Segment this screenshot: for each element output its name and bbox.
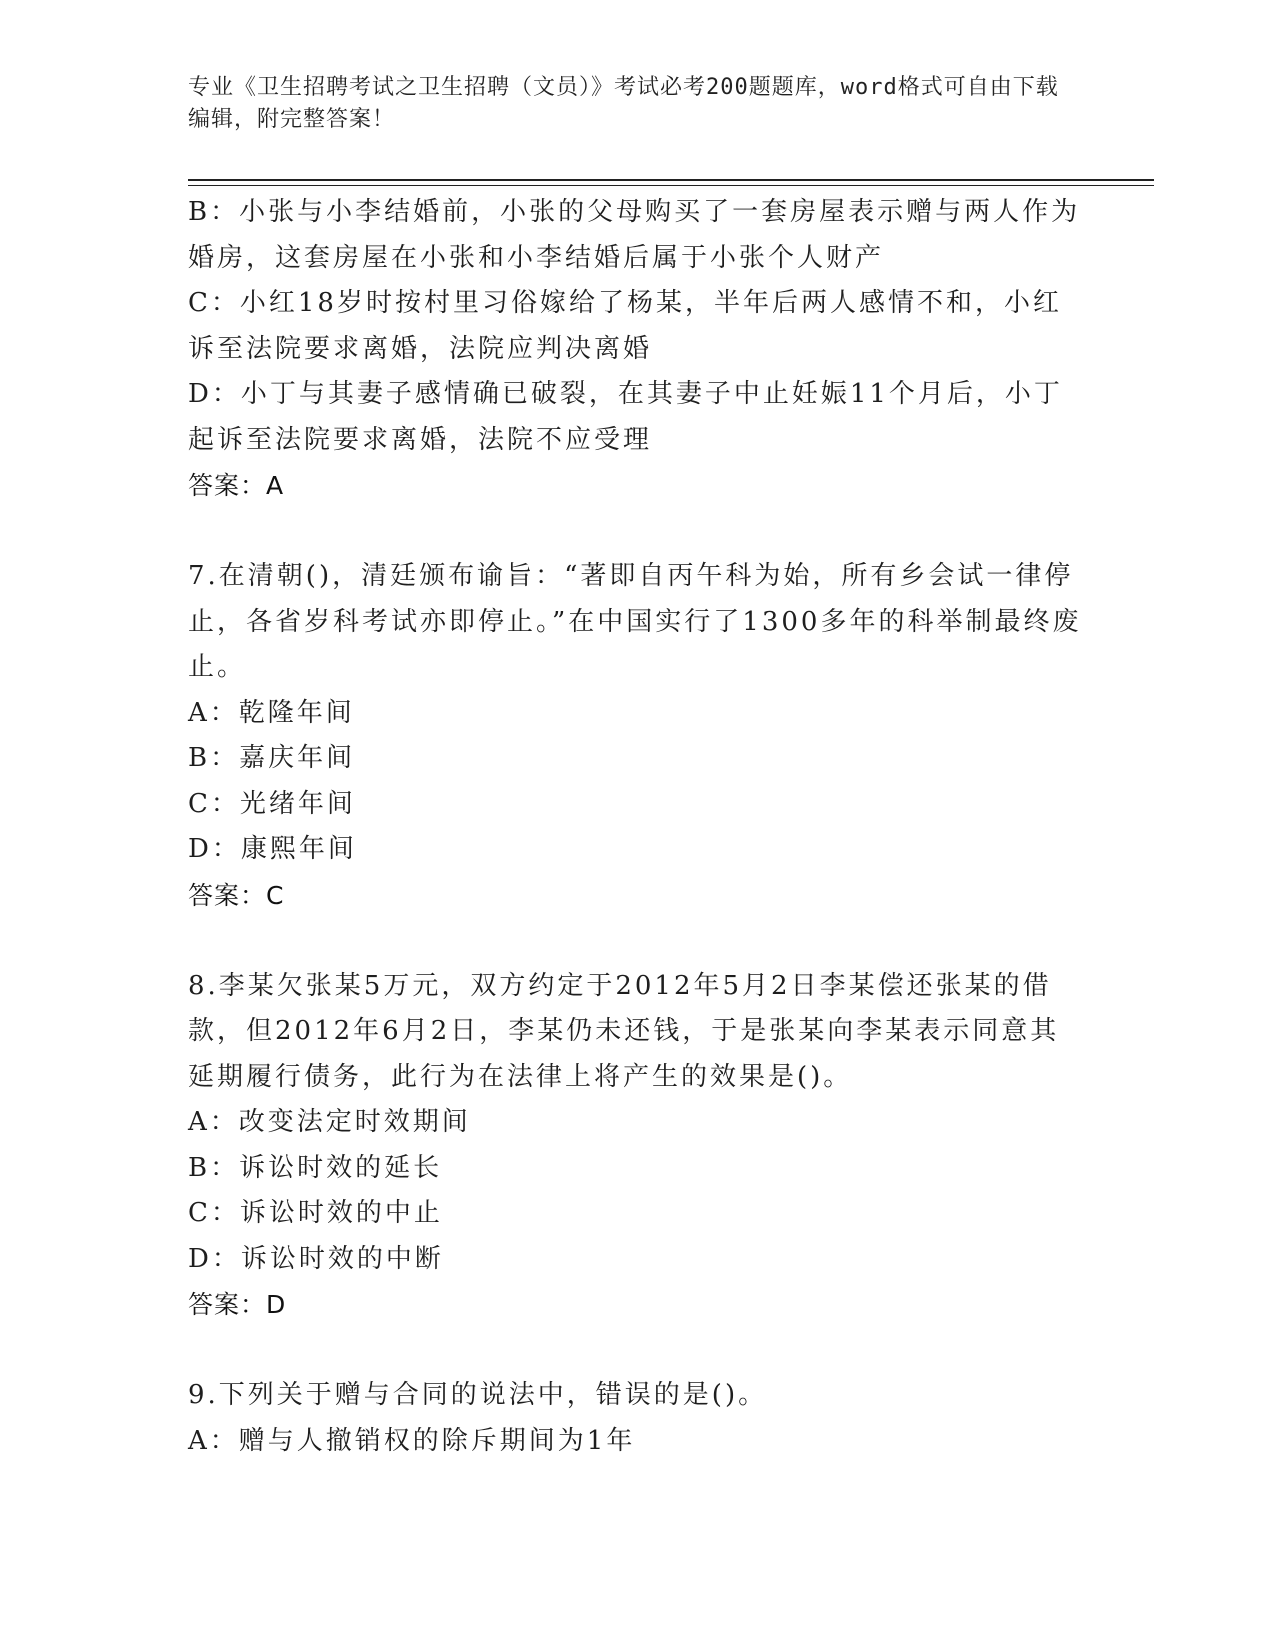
q8-stem: 8.李某欠张某5万元，双方约定于2012年5月2日李某偿还张某的借款，但2012年6月2日，李某仍未还钱，于是张某向李某表示同意其延期履行债务，此行为在法律上将产生的效果是()。: [188, 970, 1060, 1092]
question-spacer: [188, 918, 1088, 964]
q7-answer: 答案：C: [188, 880, 285, 910]
q7-option-c: C：光绪年间: [188, 788, 356, 819]
q9-option-a: A：赠与人撤销权的除斥期间为1年: [188, 1425, 636, 1456]
q8-option-c: C：诉讼时效的中止: [188, 1198, 443, 1228]
q7-option-a: A：乾隆年间: [188, 697, 355, 728]
document-header: 专业《卫生招聘考试之卫生招聘（文员）》考试必考200题题库，word格式可自由下载编辑，附完整答案！: [188, 75, 1059, 132]
q8-option-b: B：诉讼时效的延长: [188, 1152, 443, 1183]
q9-stem: 9.下列关于赠与合同的说法中，错误的是()。: [188, 1380, 768, 1410]
q7-option-b: B：嘉庆年间: [188, 743, 356, 773]
question-spacer: [188, 1328, 1088, 1374]
q8-option-a: A：改变法定时效期间: [188, 1107, 471, 1137]
q8-option-d: D：诉讼时效的中断: [188, 1243, 444, 1274]
header-divider-thin: [188, 185, 1154, 186]
q6-option-c: C：小红18岁时按村里习俗嫁给了杨某，半年后两人感情不和，小红诉至法院要求离婚，法院应判决离婚: [188, 288, 1062, 364]
q6-option-b: B：小张与小李结婚前，小张的父母购买了一套房屋表示赠与两人作为婚房，这套房屋在小张和小李结婚后属于小张个人财产: [188, 197, 1081, 273]
question-spacer: [188, 509, 1088, 555]
q7-stem: 7.在清朝()，清廷颁布谕旨：“著即自丙午科为始，所有乡会试一律停止，各省岁科考试亦即停止。”在中国实行了1300多年的科举制最终废止。: [188, 561, 1082, 682]
q6-option-d: D：小丁与其妻子感情确已破裂，在其妻子中止妊娠11个月后，小丁起诉至法院要求离婚，法院不应受理: [188, 379, 1063, 455]
q6-answer: 答案：A: [188, 471, 285, 500]
document-body: [188, 190, 1088, 1464]
header-divider-thick: [188, 179, 1154, 181]
q7-option-d: D：康熙年间: [188, 834, 357, 864]
q8-answer: 答案：D: [188, 1290, 287, 1319]
